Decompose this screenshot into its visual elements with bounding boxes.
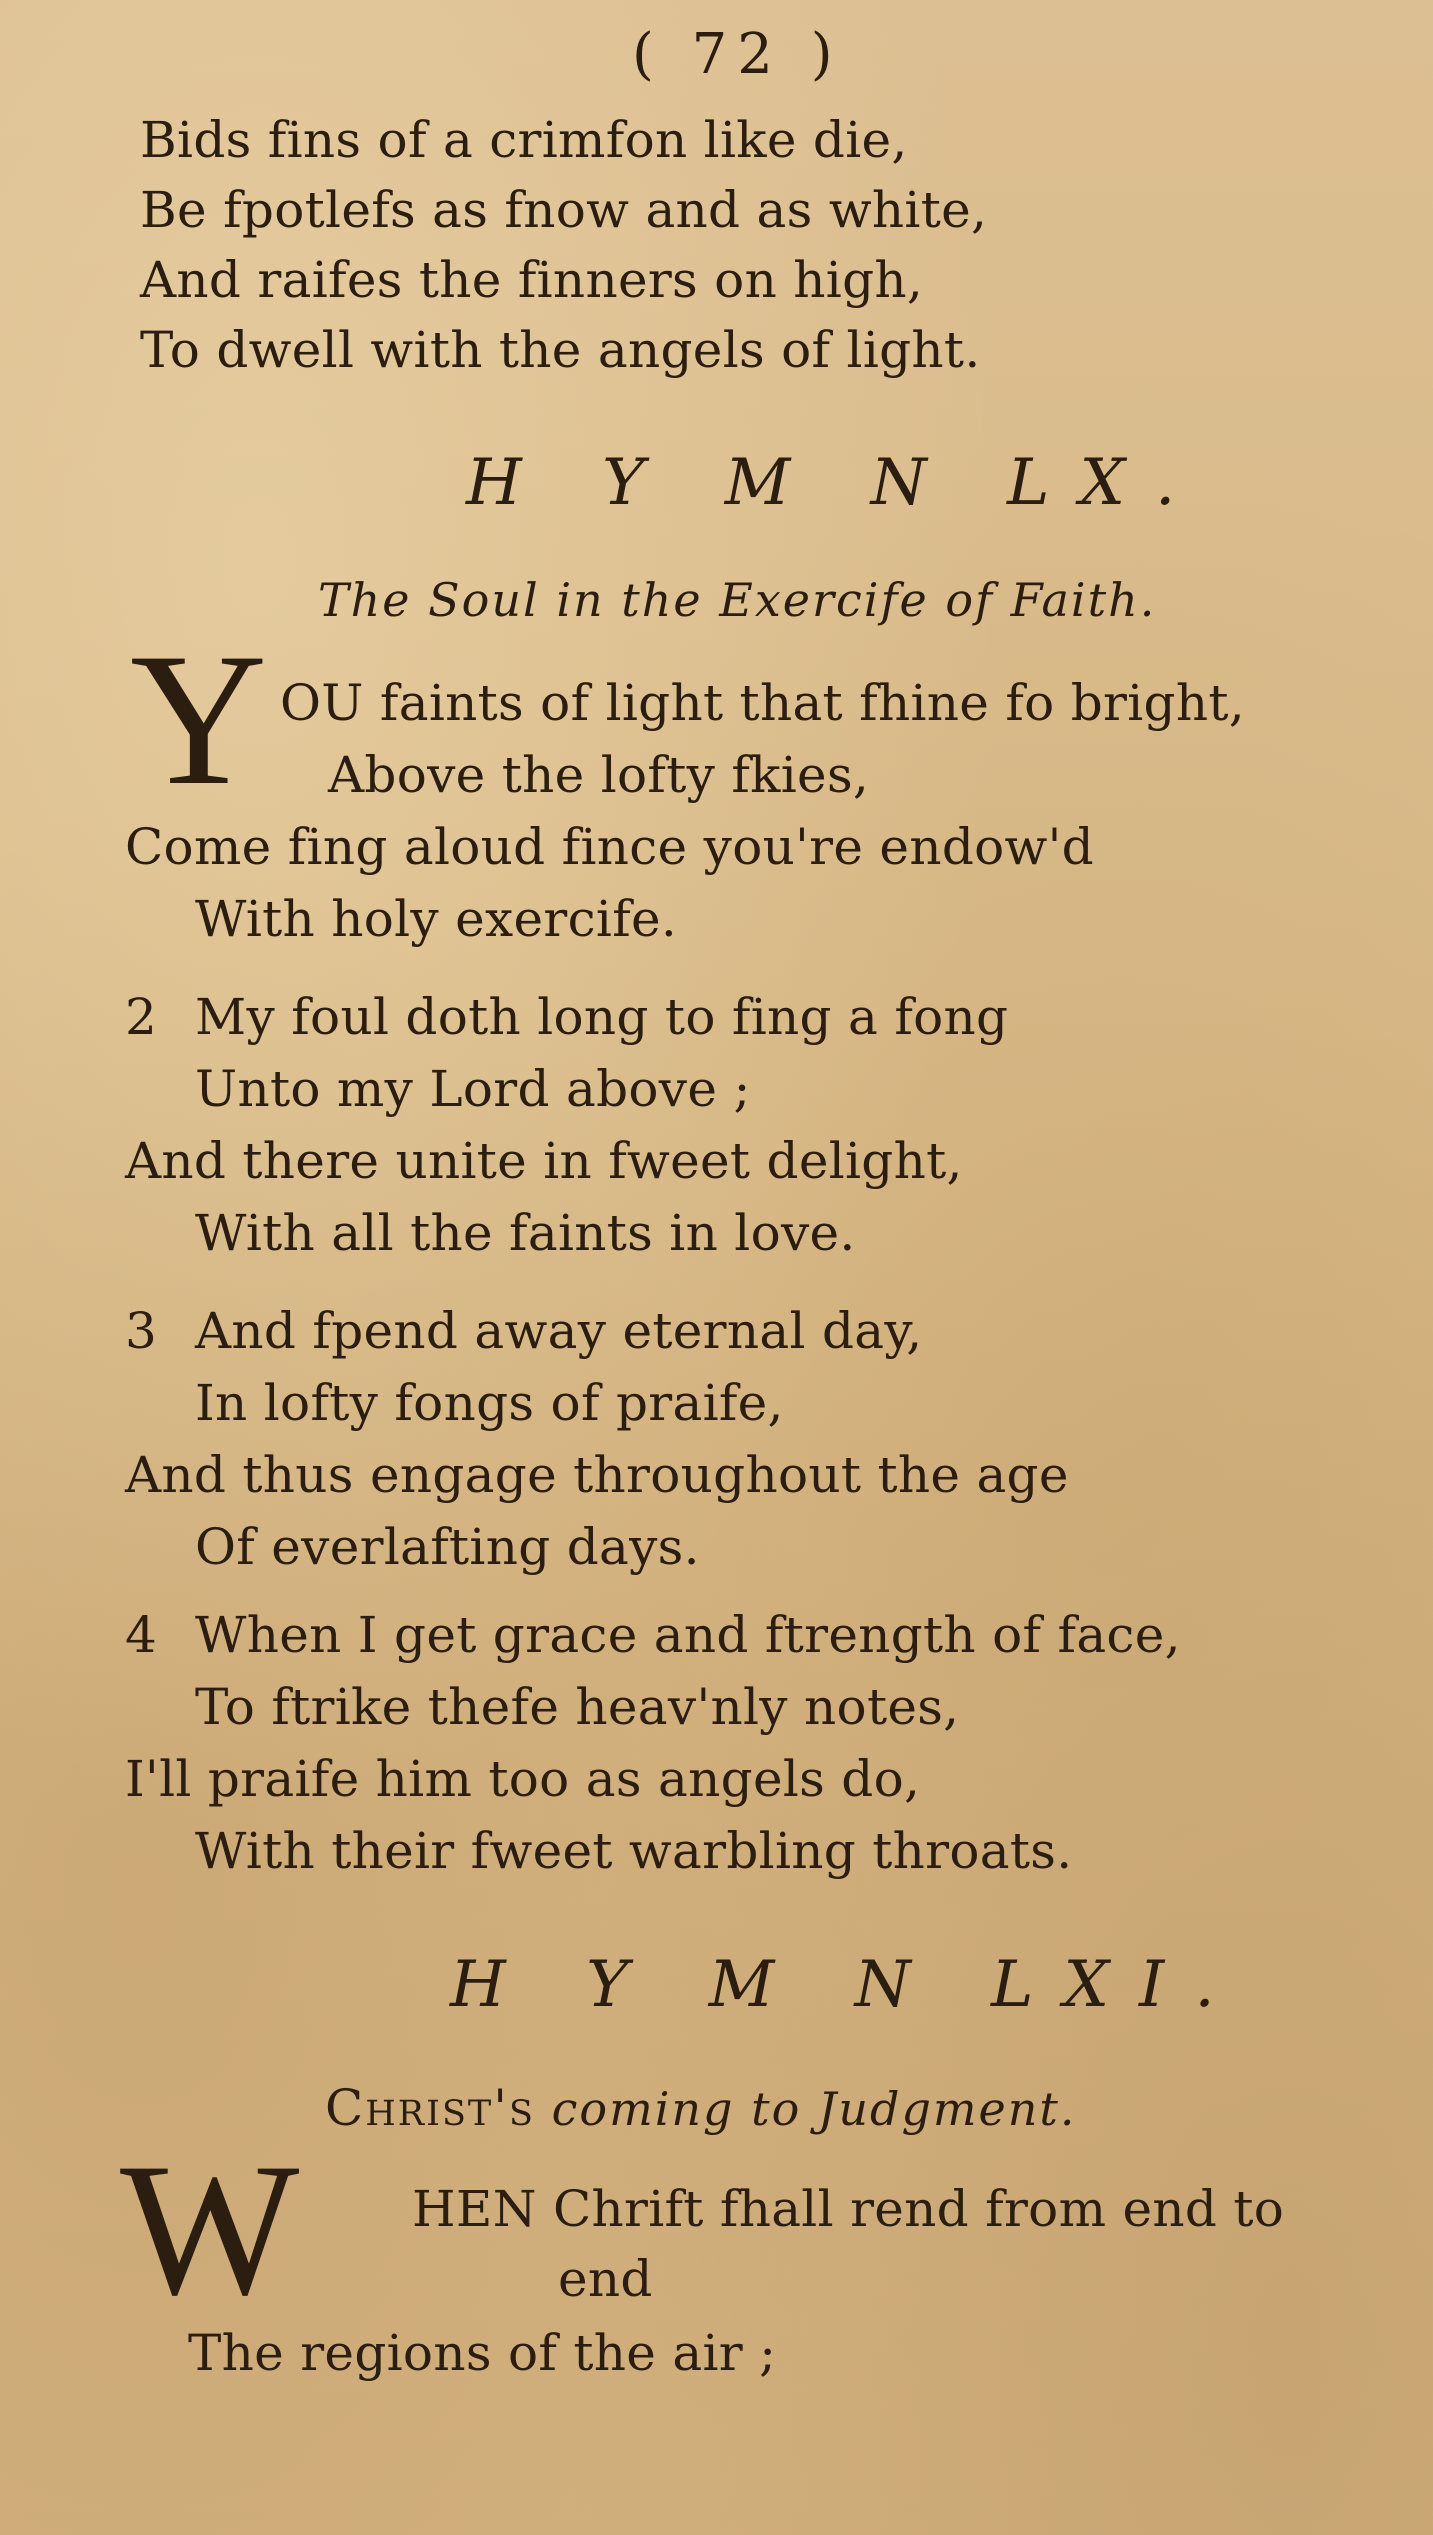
- continuation-line: To dwell with the angels of light.: [140, 321, 981, 379]
- continuation-line: And raifes the finners on high,: [140, 251, 924, 309]
- hymn-heading: H Y M N LX.: [466, 446, 1206, 520]
- page-number: ( 72 ): [632, 22, 843, 87]
- drop-cap: Y: [130, 615, 268, 825]
- hymn-subtitle: [325, 2073, 1076, 2144]
- verse-line: And there unite in fweet delight,: [125, 1132, 963, 1190]
- verse-number: 3: [125, 1302, 157, 1360]
- verse-line: And fpend away eternal day,: [195, 1302, 923, 1360]
- verse-line: When I get grace and ftrength of face,: [195, 1606, 1181, 1664]
- verse-line: And thus engage throughout the age: [125, 1446, 1069, 1504]
- verse-number: 4: [125, 1606, 157, 1664]
- verse-line: Of everlafting days.: [195, 1518, 700, 1576]
- verse-line: The regions of the air ;: [188, 2324, 777, 2382]
- verse-line: I'll praife him too as angels do,: [125, 1750, 921, 1808]
- verse-line: My foul doth long to fing a fong: [195, 988, 1009, 1046]
- continuation-line: Bids fins of a crimfon like die,: [140, 111, 908, 169]
- continuation-line: Be fpotlefs as fnow and as white,: [140, 181, 988, 239]
- hymn-heading: H Y M N LXI.: [450, 1948, 1245, 2022]
- hymn-subtitle: The Soul in the Exercife of Faith.: [318, 573, 1157, 627]
- verse-line: OU faints of light that fhine fo bright,: [280, 674, 1245, 732]
- drop-cap: W: [120, 2125, 300, 2335]
- verse-line: HEN Chrift fhall rend from end to: [412, 2180, 1285, 2238]
- hymn-subtitle-name: Christ's: [325, 2079, 536, 2137]
- hymn-subtitle-rest: coming to Judgment.: [551, 2082, 1077, 2136]
- verse-line: To ftrike thefe heav'nly notes,: [195, 1678, 960, 1736]
- verse-line: In lofty fongs of praife,: [195, 1374, 784, 1432]
- verse-line: With all the faints in love.: [195, 1204, 856, 1262]
- verse-number: 2: [125, 988, 157, 1046]
- verse-line: With their fweet warbling throats.: [195, 1822, 1073, 1880]
- verse-line: Unto my Lord above ;: [195, 1060, 751, 1118]
- verse-line: end: [558, 2250, 653, 2308]
- verse-line: Above the lofty fkies,: [328, 746, 870, 804]
- verse-line: With holy exercife.: [195, 890, 678, 948]
- verse-line: Come fing aloud fince you're endow'd: [125, 818, 1094, 876]
